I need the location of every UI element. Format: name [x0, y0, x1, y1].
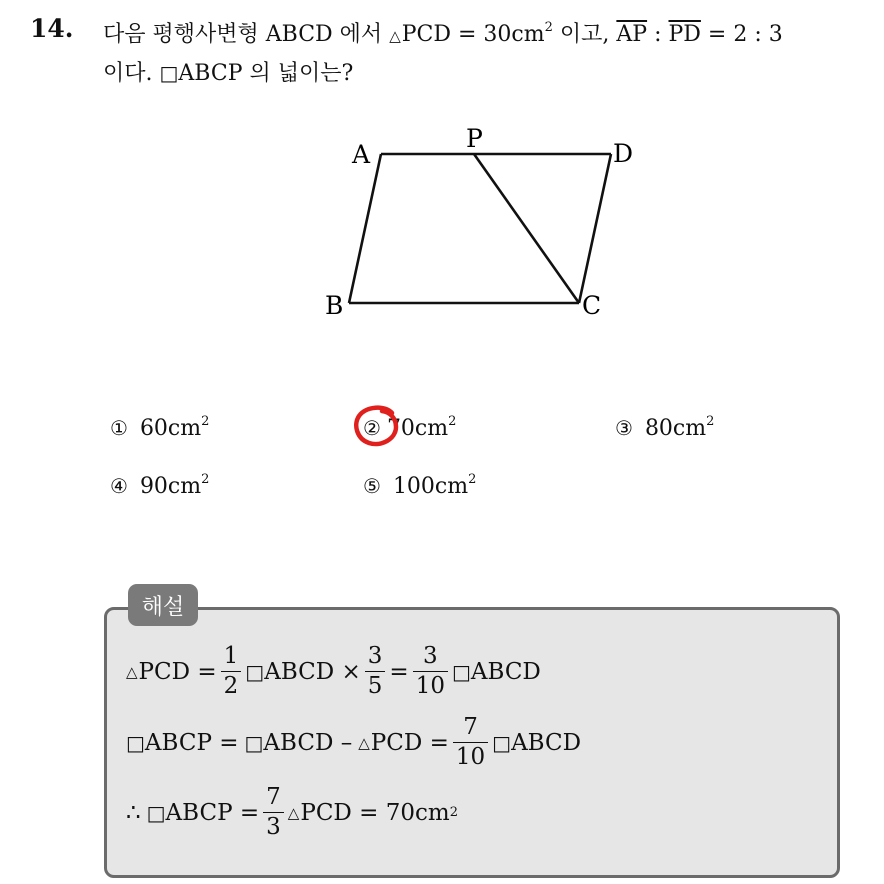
label-b: B	[325, 291, 344, 320]
choice-2[interactable]: ② $70cm^2$	[363, 414, 457, 441]
fraction-1-2: $\frac{1}{2}$	[221, 645, 242, 698]
question-line-1: 다음 평행사변형 ABCD 에서 △PCD = $30cm^2$ 이고, $\overline{AP}$ : $\overline{PD} = 2$ : 3	[103, 20, 783, 47]
fraction-3-5: $\frac{3}{5}$	[365, 645, 386, 698]
solution-line-1: △ PCD = $\frac{1}{2}$ □ ABCD × $\frac{3}{5}$ = $\frac{3}{10}$ □ ABCD	[126, 643, 541, 699]
segment-pc	[474, 154, 579, 303]
fraction-3-10: $\frac{3}{10}$	[413, 645, 448, 698]
label-p: P	[466, 124, 483, 153]
choice-1[interactable]: ① $60cm^2$	[110, 414, 210, 441]
fraction-7-3: $\frac{7}{3}$	[263, 786, 284, 839]
question-number: 14.	[30, 14, 74, 43]
solution-line-2: □ ABCP = □ ABCD – △ PCD = $\frac{7}{10}$ □ ABCD	[126, 714, 582, 770]
label-d: D	[613, 139, 634, 168]
choice-5[interactable]: ⑤ $100cm^2$	[363, 472, 477, 499]
label-c: C	[582, 291, 602, 320]
edge-dc	[579, 154, 611, 303]
question-line-2: 이다. □ABCP 의 넓이는?	[103, 61, 354, 86]
fraction-7-10: $\frac{7}{10}$	[453, 716, 488, 769]
choice-4[interactable]: ④ $90cm^2$	[110, 472, 210, 499]
label-a: A	[352, 140, 371, 169]
choice-3[interactable]: ③ $80cm^2$	[615, 414, 715, 441]
edge-ba	[349, 154, 381, 303]
solution-line-3: ∴ □ ABCP = $\frac{7}{3}$ △ PCD = 70cm 2	[126, 784, 458, 840]
selected-answer-mark	[352, 403, 402, 449]
solution-tag: 해설	[128, 584, 198, 626]
